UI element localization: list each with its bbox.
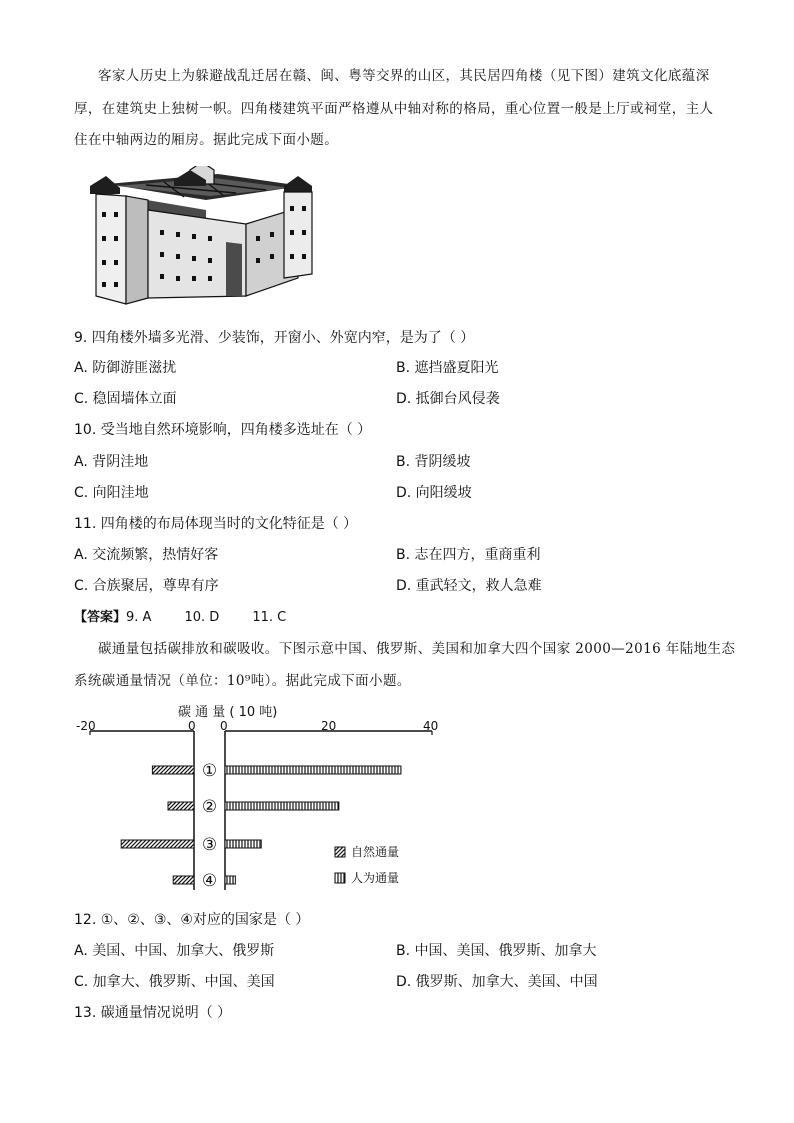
right-tick-40: 40 [423, 719, 439, 733]
left-tick-zero: 0 [188, 719, 196, 733]
answer-text: 9. A 10. D 11. C [126, 610, 287, 625]
answer-line [74, 608, 286, 628]
question-11-option-b: B. 志在四方，重商重利 [396, 547, 541, 563]
bar-human-4 [225, 876, 235, 884]
passage1-line2: 厚，在建筑史上独树一帜。四角楼建筑平面严格遵从中轴对称的格局，重心位置一般是上厅或祠堂，主人 [74, 101, 714, 117]
carbon-flux-chart [70, 700, 470, 900]
bar-natural-1 [152, 766, 194, 774]
category-label-4: ④ [201, 871, 218, 891]
question-10-stem: 10. 受当地自然环境影响，四角楼多选址在（ ） [74, 422, 372, 438]
answer-label: 【答案】 [74, 610, 127, 625]
question-11-option-c: C. 合族聚居，尊卑有序 [74, 578, 219, 594]
question-9-stem: 9. 四角楼外墙多光滑、少装饰，开窗小、外宽内窄，是为了（ ） [74, 330, 475, 346]
question-9-option-c: C. 稳固墙体立面 [74, 391, 177, 407]
question-12-option-b: B. 中国、美国、俄罗斯、加拿大 [396, 943, 597, 959]
siijiaolou-building-illustration [86, 166, 342, 312]
bar-natural-2 [168, 802, 194, 810]
bar-human-1 [225, 766, 401, 774]
question-9-option-b: B. 遮挡盛夏阳光 [396, 360, 499, 376]
passage1-line1: 客家人历史上为躲避战乱迁居在赣、闽、粤等交界的山区，其民居四角楼（见下图）建筑文化底蕴深 [98, 68, 710, 84]
question-13-stem: 13. 碳通量情况说明（ ） [74, 1005, 232, 1021]
right-tick-zero: 0 [220, 719, 228, 733]
question-10-option-c: C. 向阳洼地 [74, 485, 149, 501]
legend-label-natural: 自然通量 [351, 845, 400, 859]
question-12-option-c: C. 加拿大、俄罗斯、中国、美国 [74, 974, 275, 990]
passage2-line1: 碳通量包括碳排放和碳吸收。下图示意中国、俄罗斯、美国和加拿大四个国家 2000—2016 年陆地生态 [98, 641, 736, 657]
question-10-option-b: B. 背阴缓坡 [396, 454, 471, 470]
right-tick-20: 20 [321, 719, 337, 733]
passage1-line3: 住在中轴两边的厢房。据此完成下面小题。 [74, 132, 339, 148]
legend-label-human: 人为通量 [351, 871, 400, 885]
legend-swatch-human [335, 873, 345, 883]
left-tick-minus20: -20 [76, 719, 96, 733]
category-label-2: ② [201, 797, 218, 817]
question-10-option-a: A. 背阴洼地 [74, 454, 149, 470]
question-9-option-d: D. 抵御台风侵袭 [396, 391, 500, 407]
passage2-line2: 系统碳通量情况（单位：10⁹吨）。据此完成下面小题。 [74, 673, 411, 689]
bar-natural-3 [121, 840, 194, 848]
bar-natural-4 [173, 876, 194, 884]
question-12-option-a: A. 美国、中国、加拿大、俄罗斯 [74, 943, 275, 959]
question-12-stem: 12. ①、②、③、④对应的国家是（ ） [74, 912, 310, 928]
legend-swatch-natural [335, 847, 345, 857]
bar-human-2 [225, 802, 339, 810]
question-12-option-d: D. 俄罗斯、加拿大、美国、中国 [396, 974, 598, 990]
question-9-option-a: A. 防御游匪滋扰 [74, 360, 177, 376]
question-11-option-d: D. 重武轻文，救人急难 [396, 578, 542, 594]
chart-title: 碳 通 量 ( 10 吨) [178, 705, 278, 720]
category-label-1: ① [201, 761, 218, 781]
question-11-stem: 11. 四角楼的布局体现当时的文化特征是（ ） [74, 516, 358, 532]
category-label-3: ③ [201, 835, 218, 855]
question-10-option-d: D. 向阳缓坡 [396, 485, 472, 501]
bar-human-3 [225, 840, 261, 848]
question-11-option-a: A. 交流频繁，热情好客 [74, 547, 219, 563]
